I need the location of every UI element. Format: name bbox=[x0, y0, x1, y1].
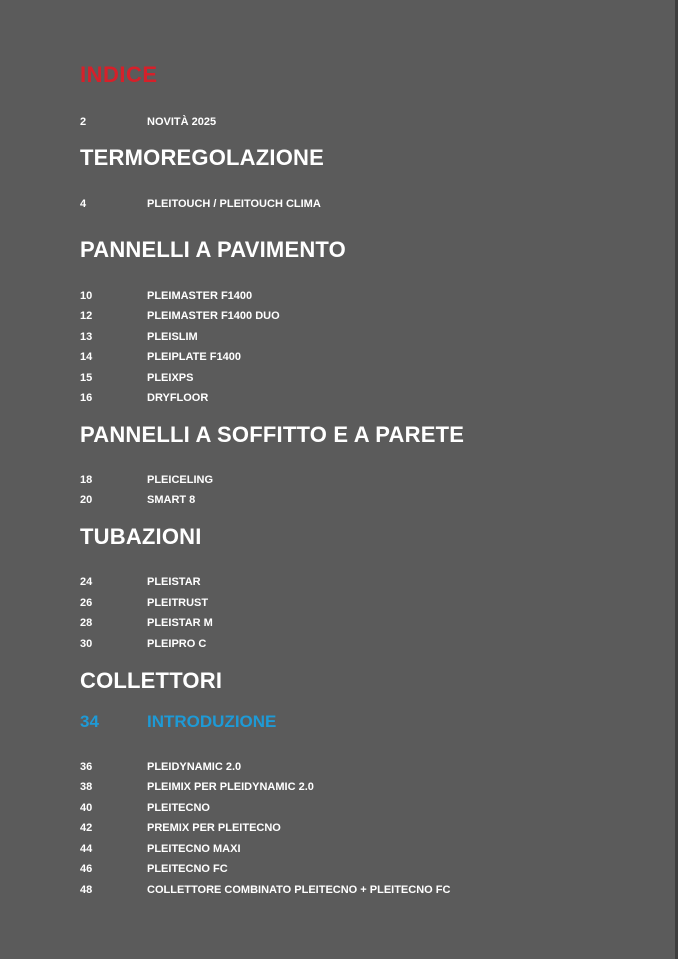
entry-label: DRYFLOOR bbox=[147, 392, 209, 404]
page-number: 14 bbox=[80, 351, 93, 363]
page-number: 42 bbox=[80, 822, 93, 834]
entry-label: PLEISTAR bbox=[147, 576, 201, 588]
entry-label: PLEIPRO C bbox=[147, 638, 207, 650]
page-number: 20 bbox=[80, 494, 93, 506]
entry-label: SMART 8 bbox=[147, 494, 196, 506]
page-number: 48 bbox=[80, 884, 93, 896]
page-number: 44 bbox=[80, 843, 93, 855]
section-title-termoregolazione: TERMOREGOLAZIONE bbox=[80, 145, 324, 170]
section-title-pannelli-pavimento: PANNELLI A PAVIMENTO bbox=[80, 237, 346, 262]
page-number: 18 bbox=[80, 474, 93, 486]
entry-label: PLEIMASTER F1400 bbox=[147, 290, 253, 302]
entry-label: PLEIPLATE F1400 bbox=[147, 351, 241, 363]
page-number: 4 bbox=[80, 198, 87, 210]
page-number: 38 bbox=[80, 781, 93, 793]
entry-label: PLEIMIX PER PLEIDYNAMIC 2.0 bbox=[147, 781, 314, 793]
entry-label: PLEITECNO bbox=[147, 802, 210, 814]
entry-label: PLEISTAR M bbox=[147, 617, 213, 629]
entry-label: PLEISLIM bbox=[147, 331, 198, 343]
entry-label: PLEITOUCH / PLEITOUCH CLIMA bbox=[147, 198, 321, 210]
entry-label: PLEITRUST bbox=[147, 597, 209, 609]
index-title: INDICE bbox=[80, 62, 158, 87]
page-number: 26 bbox=[80, 597, 93, 609]
entry-label: PLEITECNO FC bbox=[147, 863, 228, 875]
entry-label: INTRODUZIONE bbox=[147, 712, 277, 731]
page-number: 12 bbox=[80, 310, 93, 322]
entry-label: COLLETTORE COMBINATO PLEITECNO + PLEITECNO FC bbox=[147, 884, 451, 896]
entry-label: PLEICELING bbox=[147, 474, 214, 486]
section-title-pannelli-soffitto: PANNELLI A SOFFITTO E A PARETE bbox=[80, 422, 465, 447]
page-number: 40 bbox=[80, 802, 93, 814]
page-number: 16 bbox=[80, 392, 93, 404]
section-title-tubazioni: TUBAZIONI bbox=[80, 524, 202, 549]
page-number: 30 bbox=[80, 638, 93, 650]
page-number: 15 bbox=[80, 372, 93, 384]
page-number: 13 bbox=[80, 331, 93, 343]
entry-label: PLEIMASTER F1400 DUO bbox=[147, 310, 280, 322]
entry-label: PREMIX PER PLEITECNO bbox=[147, 822, 281, 834]
page-number: 28 bbox=[80, 617, 93, 629]
page-number: 46 bbox=[80, 863, 93, 875]
entry-label: PLEIXPS bbox=[147, 372, 194, 384]
entry-label: NOVITÀ 2025 bbox=[147, 116, 217, 128]
entry-label: PLEITECNO MAXI bbox=[147, 843, 241, 855]
section-title-collettori: COLLETTORI bbox=[80, 668, 223, 693]
page-number: 2 bbox=[80, 116, 87, 128]
page-number: 10 bbox=[80, 290, 93, 302]
page-number: 24 bbox=[80, 576, 93, 588]
page-number: 36 bbox=[80, 761, 93, 773]
page-number: 34 bbox=[80, 712, 99, 731]
entry-label: PLEIDYNAMIC 2.0 bbox=[147, 761, 242, 773]
